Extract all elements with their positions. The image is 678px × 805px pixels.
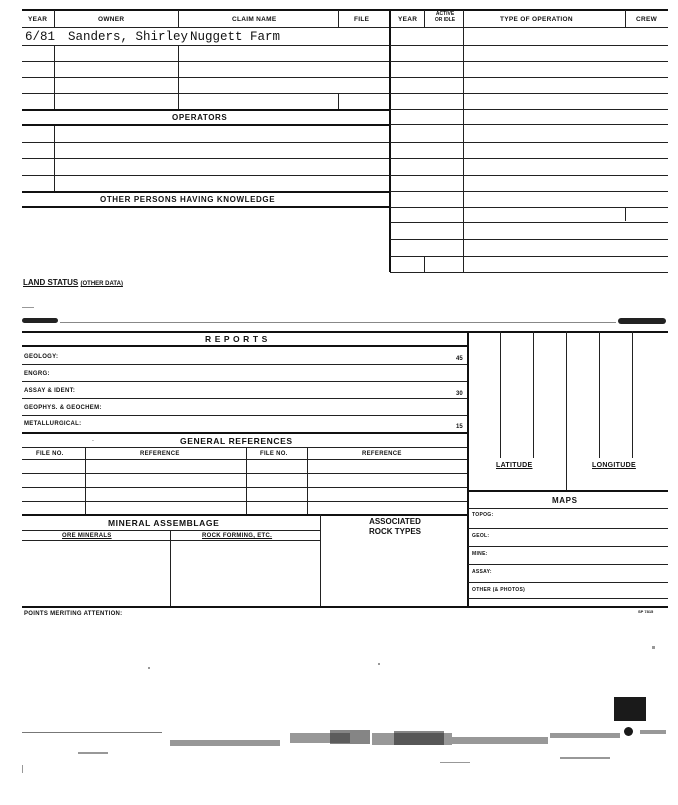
refs-reference-2: REFERENCE — [362, 451, 402, 457]
header-year: YEAR — [28, 16, 48, 23]
operators-title: OPERATORS — [172, 113, 228, 122]
land-status-title: LAND STATUS — [23, 278, 79, 287]
maps-mine: MINE: — [472, 551, 488, 557]
header-type-of-operation: TYPE OF OPERATION — [500, 16, 573, 23]
maps-assay: ASSAY: — [472, 569, 492, 575]
header-claim-name: CLAIM NAME — [232, 16, 277, 23]
header-active-or-idle: ACTIVE OR IDLE — [434, 11, 456, 23]
ore-minerals-header: ORE MINERALS — [62, 533, 112, 539]
entry-year: 6/81 — [25, 30, 56, 44]
maps-title: MAPS — [552, 496, 578, 505]
form-code: SP 7815 — [638, 609, 654, 614]
reports-title: R E P O R T S — [205, 334, 268, 344]
associated-rock-types-title: ASSOCIATED ROCK TYPES — [368, 517, 421, 536]
mineral-assemblage-title: MINERAL ASSEMBLAGE — [108, 518, 220, 528]
header-owner: OWNER — [98, 16, 125, 23]
report-geology: GEOLOGY: — [24, 354, 59, 360]
latitude-label: LATITUDE — [496, 462, 533, 469]
maps-other: OTHER (& PHOTOS) — [472, 587, 526, 593]
points-meriting-attention: POINTS MERITING ATTENTION: — [24, 611, 123, 617]
refs-reference-1: REFERENCE — [140, 451, 180, 457]
header-crew: CREW — [636, 16, 658, 23]
refs-file-no-1: FILE NO. — [36, 451, 64, 457]
other-persons-title: OTHER PERSONS HAVING KNOWLEDGE — [100, 195, 276, 204]
header-file: FILE — [354, 16, 370, 23]
refs-file-no-2: FILE NO. — [260, 451, 288, 457]
general-references-title: GENERAL REFERENCES — [180, 436, 293, 446]
longitude-label: LONGITUDE — [592, 462, 636, 469]
report-geophys: GEOPHYS. & GEOCHEM: — [24, 405, 102, 411]
report-engrg: ENGRG: — [24, 371, 50, 377]
entry-claim-name: Nuggett Farm — [190, 30, 281, 44]
maps-geol: GEOL: — [472, 533, 490, 539]
rock-forming-header: ROCK FORMING, ETC. — [202, 533, 273, 539]
report-metallurgical: METALLURGICAL: — [24, 421, 82, 427]
maps-topog: TOPOG: — [472, 512, 494, 518]
land-status-note: (OTHER DATA) — [80, 281, 123, 287]
header-year-2: YEAR — [398, 16, 418, 23]
entry-owner: Sanders, Shirley — [68, 30, 189, 44]
report-assay: ASSAY & IDENT: — [24, 388, 76, 394]
